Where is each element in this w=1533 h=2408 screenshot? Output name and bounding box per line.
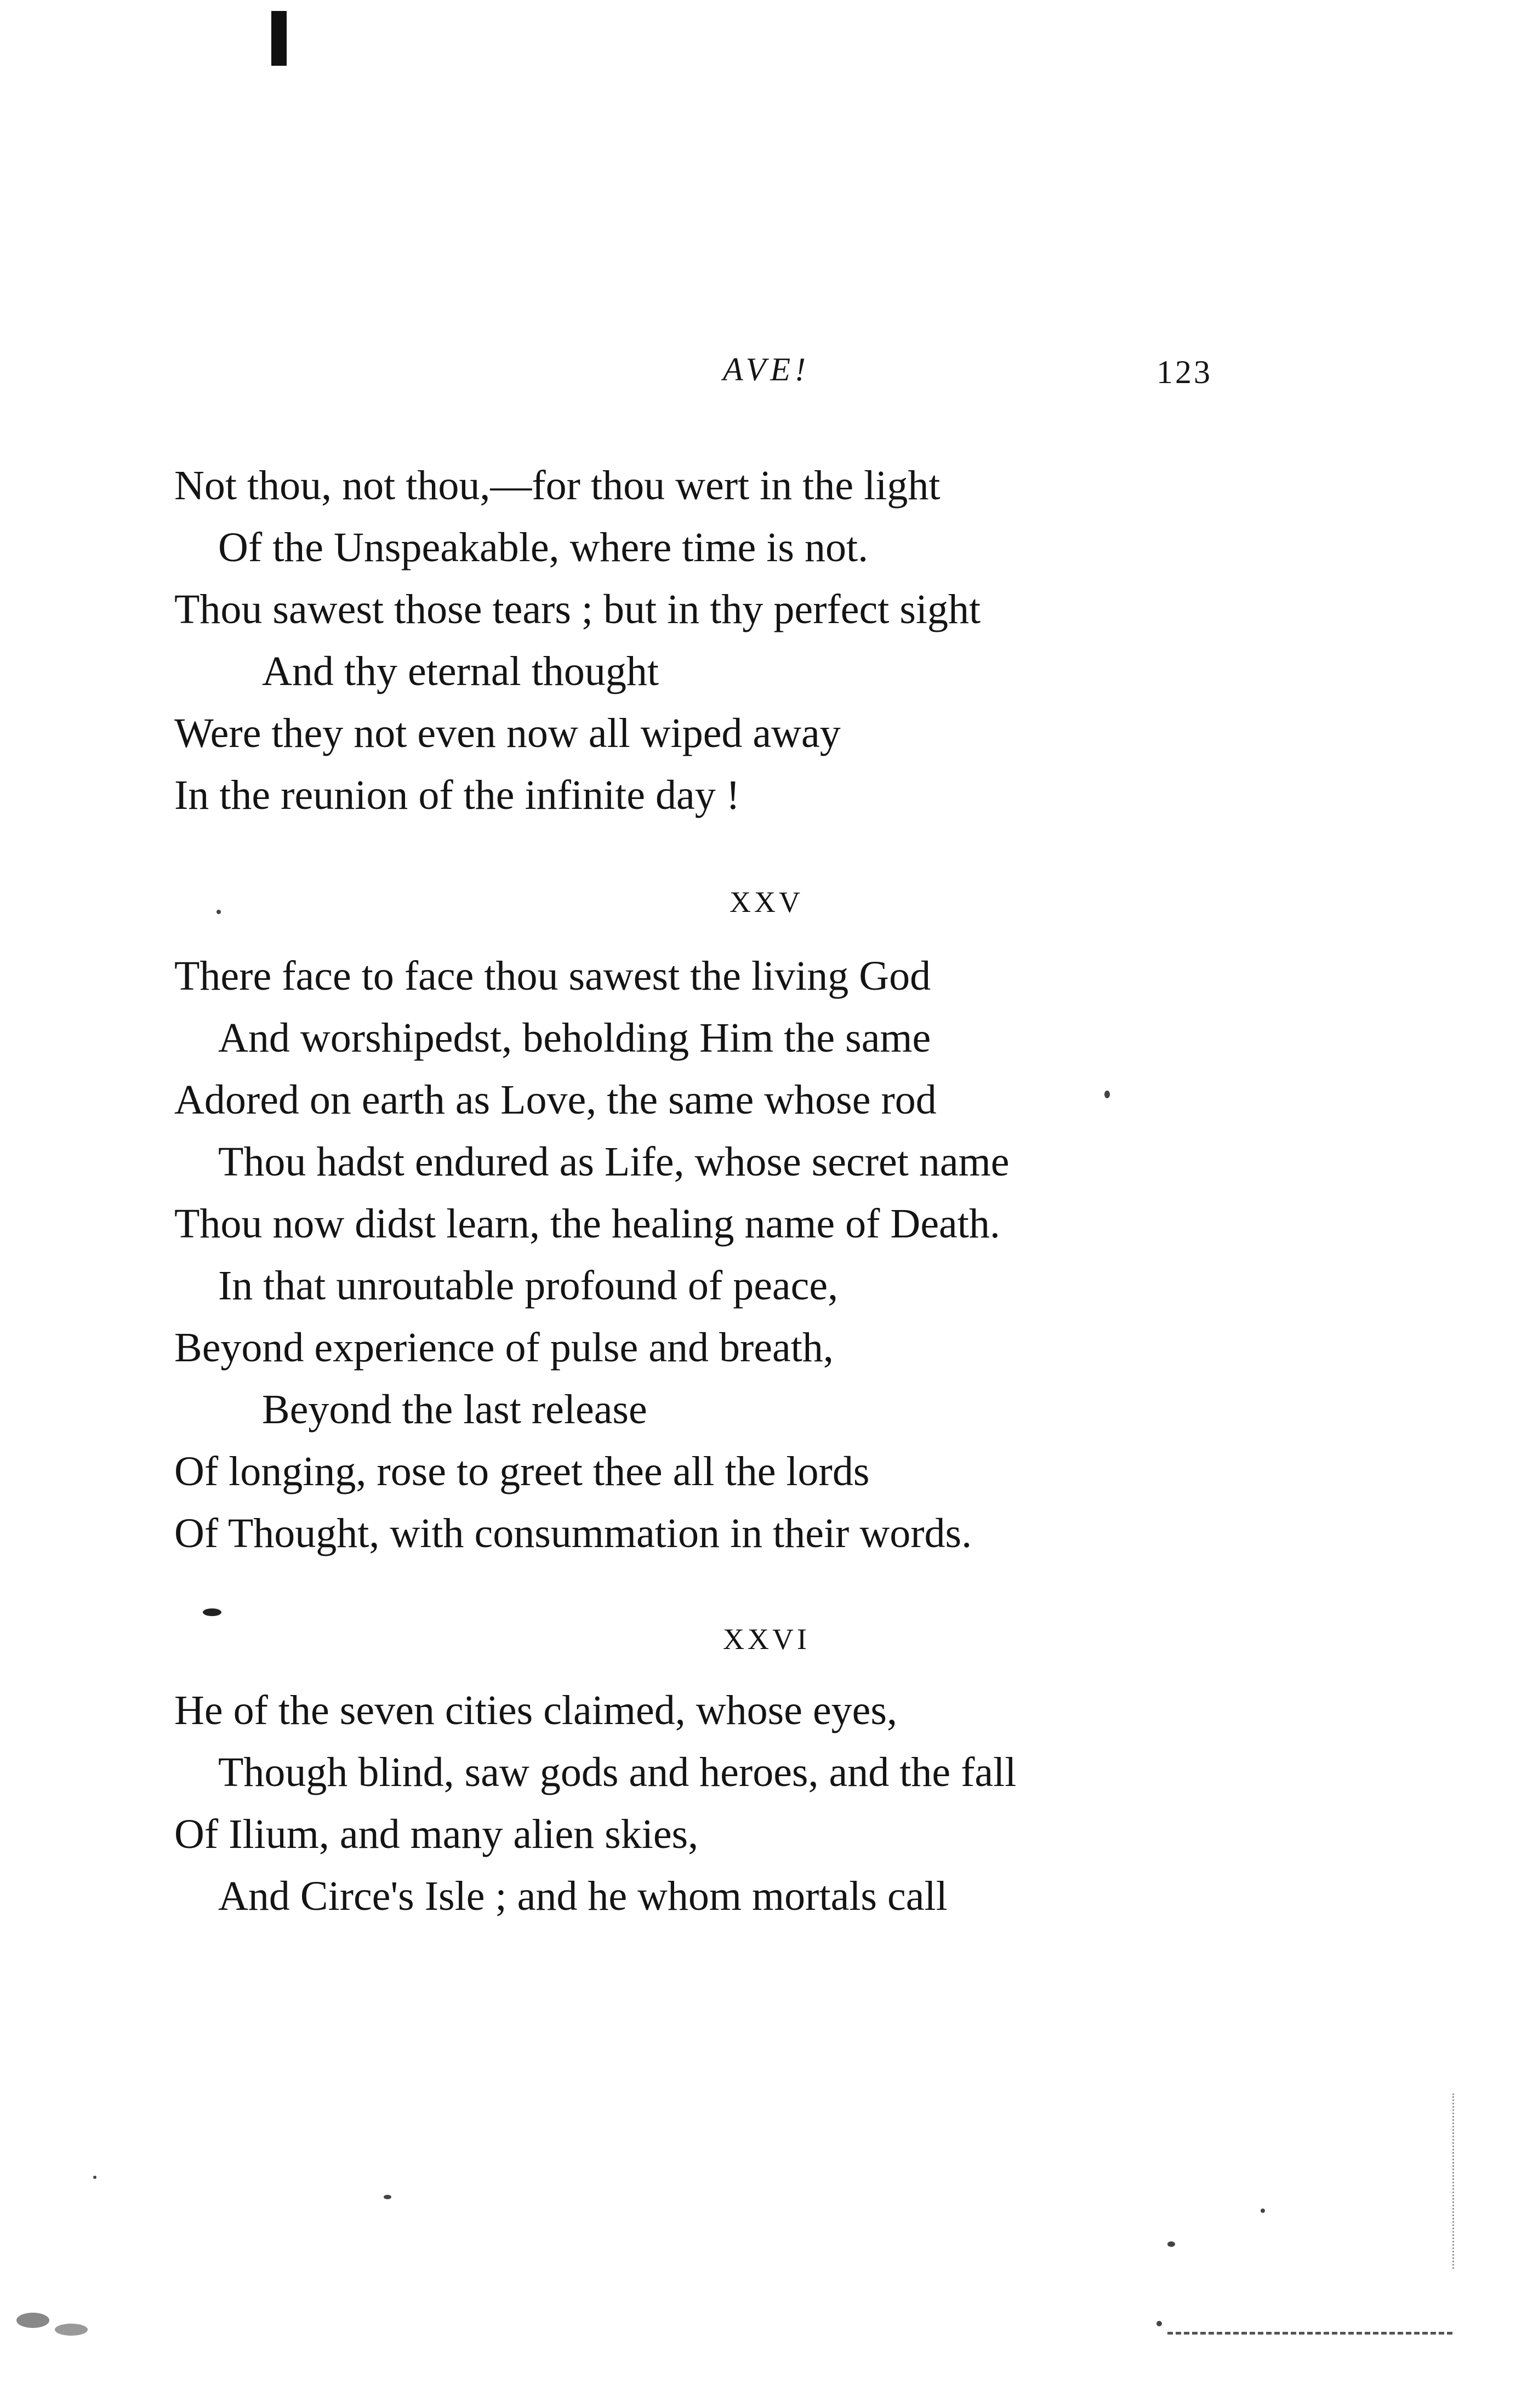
stanza-xxvi [174,1680,1380,1927]
running-head: AVE! [723,351,810,387]
stanza-xxv [174,945,1380,1565]
scan-dash-artifact [1167,2332,1452,2338]
verse-line: Were they not even now all wiped away [174,710,841,756]
scan-speck [93,2176,96,2179]
verse-line: Thou hadst endured as Life, whose secret name [218,1139,1010,1185]
page-number: 123 [1156,354,1212,390]
scan-artifact-bar [271,11,287,66]
verse-line: Adored on earth as Love, the same whose rod [174,1077,937,1123]
verse-line: Beyond the last release [262,1386,647,1433]
verse-line: In that unroutable profound of peace, [218,1263,839,1309]
verse-line: Of longing, rose to greet thee all the lords [174,1448,870,1494]
scan-speck [203,1608,221,1616]
scan-speck [16,2313,49,2328]
verse-line: In the reunion of the infinite day ! [174,772,740,818]
scan-speck [1104,1091,1110,1098]
verse-line: He of the seven cities claimed, whose eyes, [174,1687,897,1733]
verse-line: And Circe's Isle ; and he whom mortals call [218,1873,948,1919]
verse-line: Thou sawest those tears ; but in thy perfect sight [174,586,981,632]
scan-speck [384,2195,391,2199]
scan-speck [1156,2321,1162,2326]
verse-line: And worshipedst, beholding Him the same [218,1015,931,1061]
scan-dot-artifact [1452,2093,1456,2269]
section-heading-xxv: XXV [730,886,803,918]
scan-speck [1167,2241,1175,2247]
scan-speck [55,2324,88,2336]
verse-line: There face to face thou sawest the living God [174,953,931,999]
verse-line: And thy eternal thought [262,648,659,694]
section-heading-xxvi: XXVI [723,1623,810,1656]
verse-line: Not thou, not thou,—for thou wert in the light [174,463,941,509]
verse-line: Beyond experience of pulse and breath, [174,1325,834,1371]
verse-line: Of the Unspeakable, where time is not. [218,524,869,570]
verse-line: Of Thought, with consummation in their words. [174,1510,972,1556]
scan-speck [1261,2209,1265,2213]
stanza-continuation [174,455,1380,826]
verse-line: Of Ilium, and many alien skies, [174,1811,699,1857]
verse-line: Thou now didst learn, the healing name of Death. [174,1201,1000,1247]
verse-line: Though blind, saw gods and heroes, and the fall [218,1749,1017,1795]
scan-speck [216,910,221,914]
